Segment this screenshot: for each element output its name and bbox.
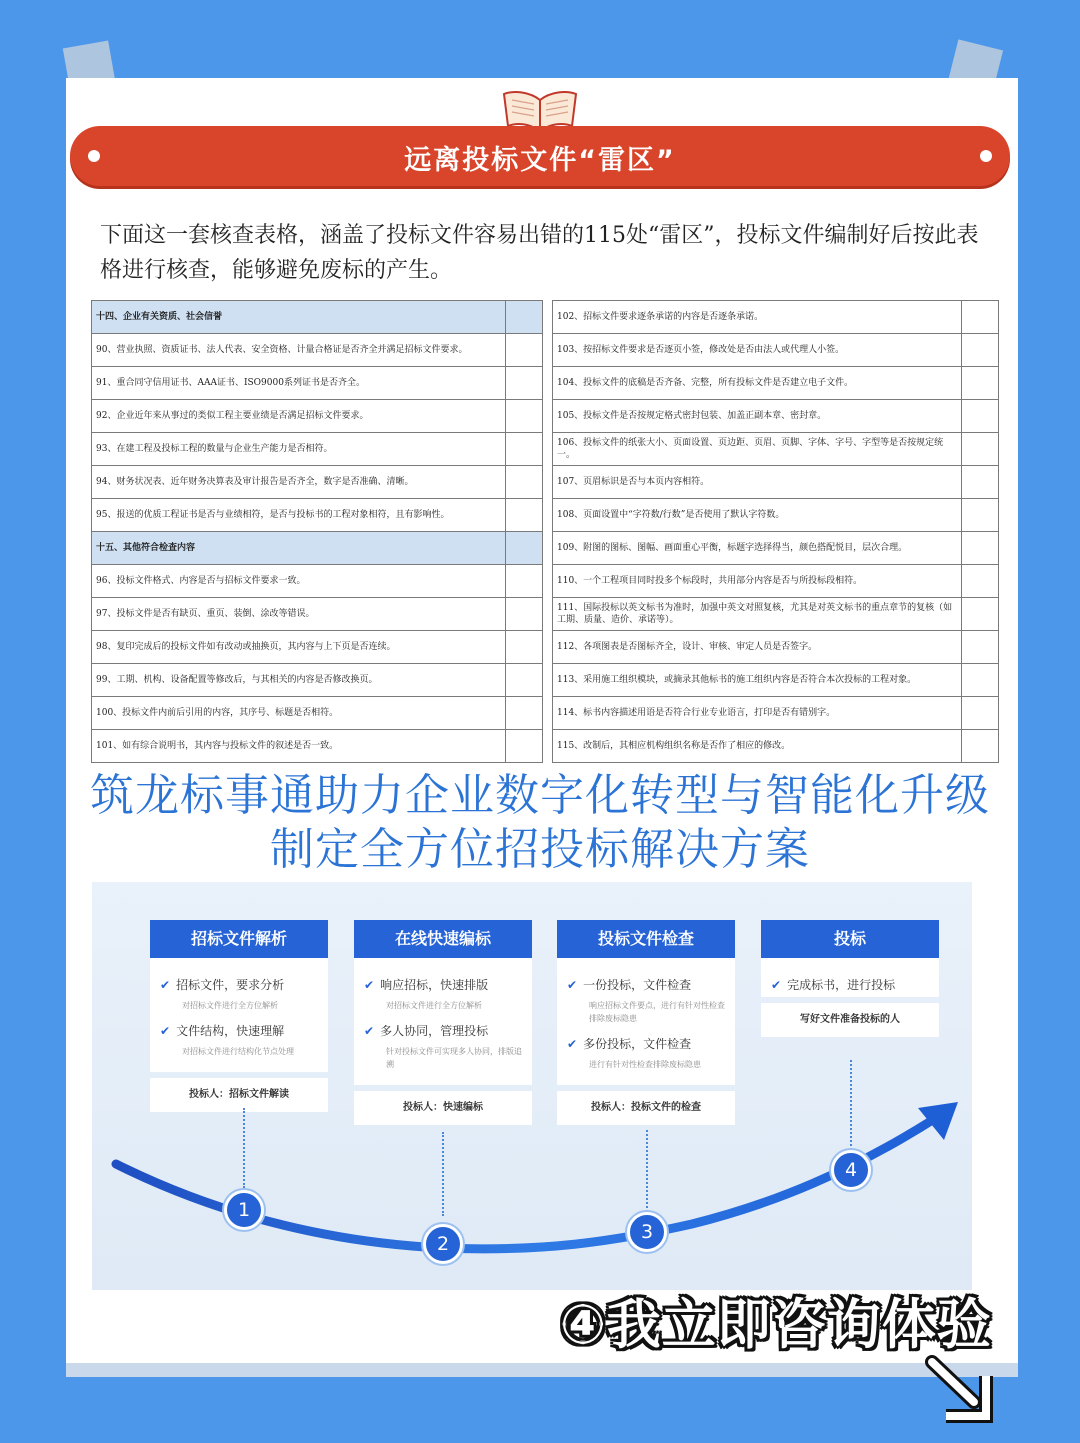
checklist-row	[553, 301, 999, 334]
check-icon: ✔	[160, 978, 171, 992]
step-card-3	[557, 920, 735, 1125]
check-cell	[506, 301, 543, 334]
check-cell	[962, 499, 999, 532]
step-item-desc: 对招标文件进行全方位解析	[182, 1001, 278, 1010]
check-cell	[962, 532, 999, 565]
connector-line	[646, 1130, 648, 1212]
checklist-row	[553, 697, 999, 730]
checklist-row	[92, 466, 543, 499]
checklist-item-text: 105、投标文件是否按规定格式密封包装、加盖正副本章、密封章。	[553, 400, 962, 433]
check-cell	[506, 532, 543, 565]
step-item-desc: 针对投标文件可实现多人协同，排版追溯	[386, 1047, 522, 1069]
step-item-desc: 进行有针对性检查排除废标隐患	[589, 1060, 701, 1069]
title-banner	[70, 126, 1010, 186]
consult-cta[interactable]: ④我立即咨询体验	[560, 1293, 992, 1356]
check-cell	[506, 598, 543, 631]
checklist-row	[553, 598, 999, 631]
step-item-desc: 对招标文件进行全方位解析	[386, 1001, 482, 1010]
checklist-item-text: 98、复印完成后的投标文件如有改动或抽换页，其内容与上下页是否连续。	[92, 631, 506, 664]
checklist-item-text: 96、投标文件格式、内容是否与招标文件要求一致。	[92, 565, 506, 598]
check-icon: ✔	[771, 978, 782, 992]
checklist-item-text: 104、投标文件的底稿是否齐备、完整，所有投标文件是否建立电子文件。	[553, 367, 962, 400]
step-title: 招标文件解析	[150, 920, 328, 958]
checklist-item-text: 100、投标文件内前后引用的内容，其序号、标题是否相符。	[92, 697, 506, 730]
checklist-row	[92, 631, 543, 664]
checklist-item-text: 97、投标文件是否有缺页、重页、装倒、涂改等错误。	[92, 598, 506, 631]
checklist-row	[92, 334, 543, 367]
checklist-row	[92, 730, 543, 763]
step-footer: 投标人：投标文件的检查	[557, 1091, 735, 1125]
checklist-item-text: 94、财务状况表、近年财务决算表及审计报告是否齐全，数字是否准确、清晰。	[92, 466, 506, 499]
check-cell	[962, 466, 999, 499]
step-item-title: ✔ 完成标书，进行投标	[771, 978, 896, 992]
check-cell	[506, 400, 543, 433]
solution-flow-diagram	[92, 882, 972, 1290]
step-item-title: ✔ 招标文件，要求分析	[160, 978, 285, 992]
checklist-item-text: 101、如有综合说明书，其内容与投标文件的叙述是否一致。	[92, 730, 506, 763]
check-cell	[962, 334, 999, 367]
check-cell	[962, 730, 999, 763]
check-cell	[506, 565, 543, 598]
checklist-item-text: 十四、企业有关资质、社会信誉	[92, 301, 506, 334]
connector-line	[850, 1060, 852, 1150]
check-cell	[962, 697, 999, 730]
checklist-section-row	[92, 301, 543, 334]
checklist-row	[92, 565, 543, 598]
checklist-item-text: 108、页面设置中“字符数/行数”是否使用了默认字符数。	[553, 499, 962, 532]
checklist-item-text: 110、一个工程项目同时投多个标段时，共用部分内容是否与所投标段相符。	[553, 565, 962, 598]
checklist-item-text: 114、标书内容描述用语是否符合行业专业语言，打印是否有错别字。	[553, 697, 962, 730]
check-icon: ✔	[160, 1024, 171, 1038]
check-cell	[506, 334, 543, 367]
checklist-row	[553, 532, 999, 565]
step-footer: 投标人：快速编标	[354, 1091, 532, 1125]
checklist-row	[553, 466, 999, 499]
step-card-2	[354, 920, 532, 1125]
checklist-item-text: 111、国际投标以英文标书为准时，加强中英文对照复核，尤其是对英文标书的重点章节的复核（如工期、质量、造价、承诺等）。	[553, 598, 962, 631]
checklist-row	[553, 664, 999, 697]
check-cell	[962, 433, 999, 466]
step-footer: 投标人：招标文件解读	[150, 1078, 328, 1112]
check-cell	[962, 598, 999, 631]
checklist-item-text: 109、附图的图标、图幅、画面重心平衡，标题字选择得当，颜色搭配悦目，层次合理。	[553, 532, 962, 565]
paper-edge	[66, 1363, 1018, 1377]
checklist-row	[553, 433, 999, 466]
promo-headline: 筑龙标事通助力企业数字化转型与智能化升级	[90, 770, 990, 821]
step-item-title: ✔ 多人协同，管理投标	[364, 1024, 489, 1038]
step-number-1: 1	[224, 1190, 264, 1230]
check-cell	[962, 631, 999, 664]
checklist-item-text: 102、招标文件要求逐条承诺的内容是否逐条承诺。	[553, 301, 962, 334]
checklist-row	[553, 334, 999, 367]
check-icon: ✔	[567, 978, 578, 992]
step-item-title: ✔ 多份投标，文件检查	[567, 1037, 692, 1051]
checklist-item-text: 103、按招标文件要求是否逐页小签，修改处是否由法人或代理人小签。	[553, 334, 962, 367]
checklist-row	[92, 400, 543, 433]
check-cell	[962, 400, 999, 433]
checklist-row	[92, 697, 543, 730]
checklist-item-text: 十五、其他符合检查内容	[92, 532, 506, 565]
check-cell	[506, 433, 543, 466]
step-number-4: 4	[831, 1150, 871, 1190]
checklist-item-text: 95、报送的优质工程证书是否与业绩相符，是否与投标书的工程对象相符，且有影响性。	[92, 499, 506, 532]
banner-dot-right	[980, 150, 992, 162]
step-item-title: ✔ 一份投标，文件检查	[567, 978, 692, 992]
step-item-title: ✔ 响应招标，快速排版	[364, 978, 489, 992]
arrow-down-right-icon	[922, 1354, 1002, 1428]
checklist-item-text: 92、企业近年来从事过的类似工程主要业绩是否满足招标文件要求。	[92, 400, 506, 433]
check-cell	[506, 697, 543, 730]
checklist-section-row	[92, 532, 543, 565]
step-card-4	[761, 920, 939, 1037]
step-item-title: ✔ 文件结构，快速理解	[160, 1024, 285, 1038]
step-item-desc: 对招标文件进行结构化节点处理	[182, 1047, 294, 1056]
checklist-row	[92, 499, 543, 532]
checklist-item-text: 115、改制后，其相应机构组织名称是否作了相应的修改。	[553, 730, 962, 763]
checklist-item-text: 91、重合同守信用证书、AAA证书、ISO9000系列证书是否齐全。	[92, 367, 506, 400]
step-number-3: 3	[627, 1212, 667, 1252]
check-icon: ✔	[567, 1037, 578, 1051]
checklist-item-text: 107、页眉标识是否与本页内容相符。	[553, 466, 962, 499]
banner-title: 远离投标文件“雷区”	[404, 145, 676, 176]
checklist-row	[553, 631, 999, 664]
checklist-item-text: 99、工期、机构、设备配置等修改后，与其相关的内容是否修改换页。	[92, 664, 506, 697]
checklist-row	[553, 499, 999, 532]
checklist-row	[553, 730, 999, 763]
step-title: 投标文件检查	[557, 920, 735, 958]
checklist-item-text: 112、各项图表是否图标齐全，设计、审核、审定人员是否签字。	[553, 631, 962, 664]
step-title: 投标	[761, 920, 939, 958]
check-cell	[506, 499, 543, 532]
checklist-row	[92, 598, 543, 631]
checklist-item-text: 90、营业执照、资质证书、法人代表、安全资格、计量合格证是否齐全并满足招标文件要求。	[92, 334, 506, 367]
checklist-row	[92, 664, 543, 697]
checklist-row	[553, 367, 999, 400]
step-item-desc: 响应招标文件要点，进行有针对性检查排除废标隐患	[589, 1001, 725, 1023]
checklist-row	[553, 400, 999, 433]
checklist-row	[92, 433, 543, 466]
promo-subheadline: 制定全方位招投标解决方案	[270, 824, 810, 875]
checklist-item-text: 113、采用施工组织模块，或摘录其他标书的施工组织内容是否符合本次投标的工程对象。	[553, 664, 962, 697]
connector-line	[243, 1108, 245, 1188]
checklist-item-text: 106、投标文件的纸张大小、页面设置、页边距、页眉、页脚、字体、字号、字型等是否按规定统一。	[553, 433, 962, 466]
check-cell	[506, 466, 543, 499]
check-cell	[506, 367, 543, 400]
checklist-table-right	[552, 300, 999, 763]
checklist-row	[92, 367, 543, 400]
checklist-row	[553, 565, 999, 598]
intro-paragraph: 下面这一套核查表格，涵盖了投标文件容易出错的115处“雷区”，投标文件编制好后按此表格进行核查，能够避免废标的产生。	[100, 223, 979, 283]
check-icon: ✔	[364, 978, 375, 992]
check-icon: ✔	[364, 1024, 375, 1038]
check-cell	[962, 367, 999, 400]
step-title: 在线快速编标	[354, 920, 532, 958]
checklist-item-text: 93、在建工程及投标工程的数量与企业生产能力是否相符。	[92, 433, 506, 466]
check-cell	[506, 730, 543, 763]
check-cell	[962, 565, 999, 598]
check-cell	[506, 664, 543, 697]
step-footer: 写好文件准备投标的人	[761, 1003, 939, 1037]
checklist-table-left	[91, 300, 543, 763]
step-card-1	[150, 920, 328, 1112]
check-cell	[506, 631, 543, 664]
check-cell	[962, 301, 999, 334]
connector-line	[442, 1132, 444, 1216]
step-number-2: 2	[423, 1224, 463, 1264]
check-cell	[962, 664, 999, 697]
